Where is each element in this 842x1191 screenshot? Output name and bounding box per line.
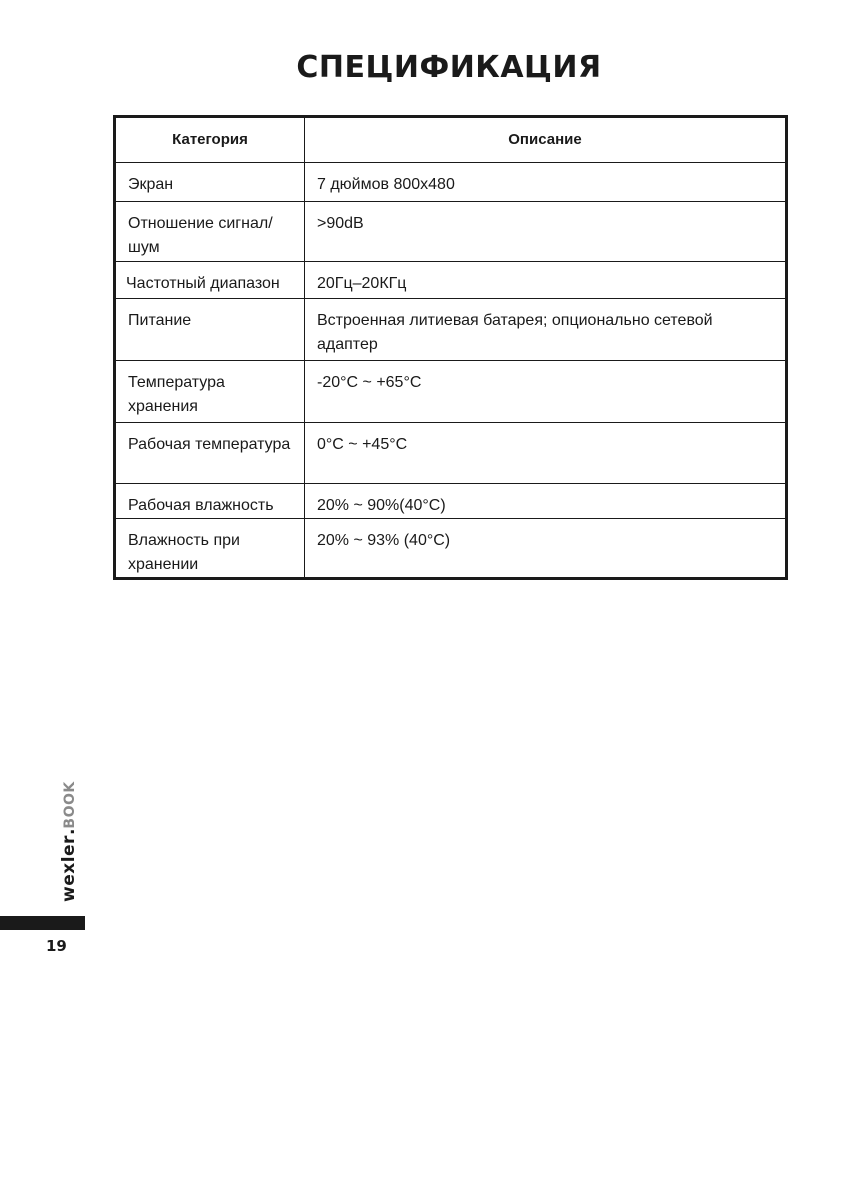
row-description: 0°С ~ +45°С xyxy=(305,423,787,484)
page-number: 19 xyxy=(46,937,67,955)
table-row xyxy=(115,423,787,484)
table-row xyxy=(115,299,787,361)
row-description: Встроенная литиевая батарея; опционально сетевой адаптер xyxy=(305,299,787,361)
row-description: 20% ~ 90%(40°С) xyxy=(305,484,787,519)
table-row xyxy=(115,361,787,423)
row-category: Влажность при хранении xyxy=(115,519,305,579)
page-title: СПЕЦИФИКАЦИЯ xyxy=(296,50,602,85)
specification-table xyxy=(113,115,788,580)
row-category: Рабочая влажность xyxy=(115,484,305,519)
table-row xyxy=(115,202,787,262)
header-category: Категория xyxy=(115,117,305,163)
row-category: Питание xyxy=(115,299,305,361)
row-description: 7 дюймов 800x480 xyxy=(305,163,787,202)
table-row xyxy=(115,519,787,579)
row-description: >90dB xyxy=(305,202,787,262)
page-number-bar xyxy=(0,916,85,930)
row-category: Температура хранения xyxy=(115,361,305,423)
brand-dot-glyph: . xyxy=(59,828,79,836)
brand-logo xyxy=(58,781,81,902)
row-description: -20°С ~ +65°С xyxy=(305,361,787,423)
brand-name: wexler xyxy=(59,835,79,902)
table-row xyxy=(115,262,787,299)
row-category: Рабочая температура xyxy=(115,423,305,484)
row-description: 20% ~ 93% (40°С) xyxy=(305,519,787,579)
table-row xyxy=(115,163,787,202)
table-header-row xyxy=(115,117,787,163)
row-description: 20Гц–20КГц xyxy=(305,262,787,299)
row-category: Частотный диапазон xyxy=(115,262,305,299)
brand-suffix: BOOK xyxy=(62,781,78,829)
row-category: Экран xyxy=(115,163,305,202)
row-category: Отношение сигнал/ шум xyxy=(115,202,305,262)
header-description: Описание xyxy=(305,117,787,163)
table-row xyxy=(115,484,787,519)
